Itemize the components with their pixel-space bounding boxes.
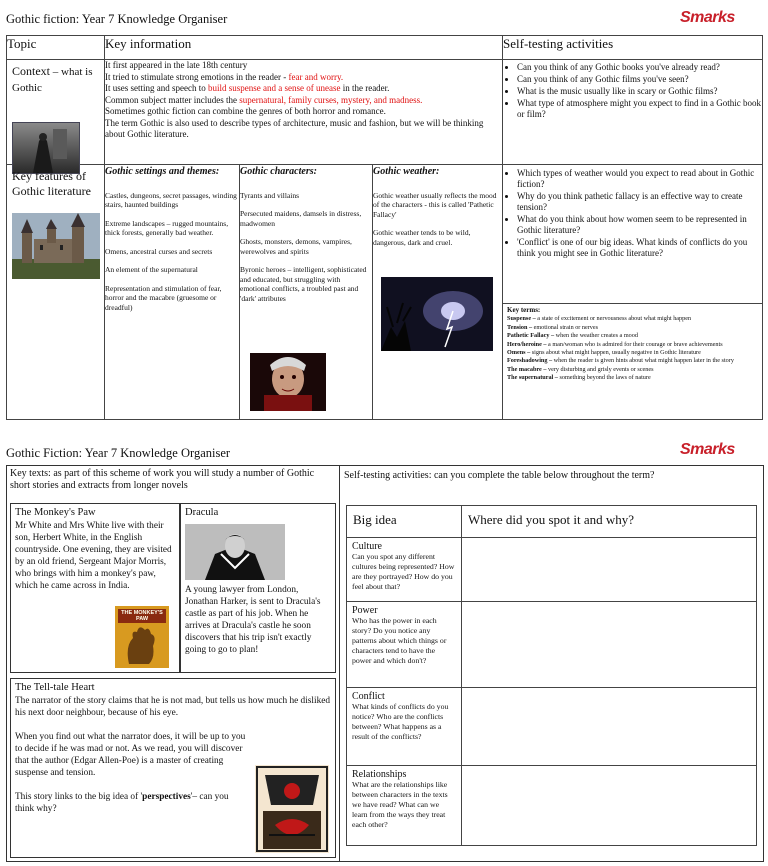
telltale-heart-p3 (15, 791, 247, 815)
context-line (105, 72, 502, 84)
key-term-def: a state of excitement or nervousness about what might happen (535, 315, 692, 323)
knowledge-organiser-table (6, 35, 763, 420)
key-term-name: Hero/heroine – (507, 340, 547, 348)
big-idea-row-conflict (347, 688, 462, 766)
settings-item: Representation and stimulation of fear, horror and the macabre (gruesome or dreadful) (105, 283, 222, 312)
key-term (507, 332, 758, 340)
context-red: fear and worry. (286, 71, 344, 82)
p3-text: '– can you think why? (15, 792, 229, 814)
key-term (507, 324, 758, 332)
big-idea-title: Culture (352, 541, 382, 552)
monkeys-paw-cover-text: THE MONKEY'S PAW (121, 610, 163, 622)
vampire-image (250, 353, 326, 411)
logo-text: Smarks (680, 9, 735, 26)
monkeys-paw-title: The Monkey's Paw (15, 507, 96, 518)
features-label: Key features of Gothic literature (12, 169, 91, 198)
context-line (105, 83, 502, 95)
characters-item: Persecuted maidens, damsels in distress, madwomen (240, 209, 362, 228)
big-idea-title: Power (352, 605, 378, 616)
big-idea-title: Relationships (352, 769, 407, 780)
settings-item: Extreme landscapes – rugged mountains, thick forests, generally bad weather. (105, 218, 229, 237)
telltale-heart-p1: The narrator of the story claims that he is not mad, but tells us how much he disliked his next door neighbour, because of his eye. (15, 696, 330, 718)
key-term (507, 374, 758, 382)
test-question: • What type of atmosphere might you expect to find in a Gothic book or film? (517, 98, 762, 120)
settings-item: Castles, dungeons, secret passages, winding stairs, haunted buildings (105, 190, 237, 209)
key-term-name: Omens – (507, 349, 531, 357)
context-text: Common subject matter includes the (105, 94, 237, 105)
key-term-name: Pathetic Fallacy – (507, 332, 555, 340)
big-idea-title: Conflict (352, 691, 385, 702)
settings-title: Gothic settings and themes: (105, 166, 220, 177)
telltale-heart-title: The Tell-tale Heart (15, 682, 95, 693)
telltale-heart-p2-wrap (15, 731, 247, 779)
key-texts-header: Key texts: as part of this scheme of work you will study a number of Gothic short stories and extracts from longer novels (10, 468, 315, 491)
settings-item: An element of the supernatural (105, 265, 198, 274)
castle-image (12, 213, 100, 279)
context-text: It uses setting and speech to (105, 83, 206, 93)
monkeys-paw-text: Mr White and Mrs White live with their son, Herbert White, in the English countryside. One evening, they are visited by an old friend, Sergeant Major Morris, who brings with him a monkey's paw, which he came across in India. (15, 521, 172, 591)
context-label-a: Context (12, 64, 50, 78)
key-term-def: something beyond the laws of nature (557, 374, 651, 382)
smarks-logo (680, 441, 752, 461)
telltale-heart-image (255, 765, 329, 853)
answer-cell-relationships[interactable] (462, 766, 757, 846)
context-red: build suspense and a sense of unease (205, 83, 341, 93)
key-term-name: Tension – (507, 323, 533, 331)
logo-text: Smarks (680, 441, 735, 458)
big-idea-table (346, 505, 757, 846)
settings-column (105, 165, 240, 420)
characters-item: Byronic heroes – intelligent, sophisticated and educated, but struggling with emotional conflicts, a troubled past and 'dark' attributes (240, 265, 367, 303)
monkeys-paw-cover (115, 606, 169, 668)
context-line: It first appeared in the late 18th century (105, 60, 248, 70)
characters-title: Gothic characters: (240, 166, 317, 177)
context-line (105, 95, 502, 107)
test-question: • Why do you think pathetic fallacy is an effective way to create tension? (517, 191, 762, 213)
answer-cell-conflict[interactable] (462, 688, 757, 766)
key-term (507, 349, 758, 357)
context-cell (7, 60, 105, 165)
context-label (12, 64, 99, 96)
context-line: The term Gothic is also used to describe types of architecture, music and fashion, but we will be thinking about Gothic literature. (105, 117, 484, 139)
key-term-name: Suspense – (507, 315, 536, 323)
smarks-logo (680, 9, 752, 29)
telltale-heart-box (10, 678, 336, 858)
context-text: It tried to stimulate strong emotions in the reader - (105, 71, 287, 82)
context-red: supernatural, family curses, mystery, and madness. (236, 94, 423, 105)
features-tests (503, 165, 763, 420)
big-idea-row-culture (347, 538, 462, 602)
context-line: Sometimes gothic fiction can combine the genres of both horror and romance. (105, 106, 386, 116)
dracula-box (180, 503, 336, 673)
key-term-name: The supernatural – (507, 374, 558, 382)
key-term (507, 315, 758, 323)
key-term-def: a man/woman who is admired for their courage or brave achievements (546, 340, 723, 348)
key-terms-title: Key terms: (507, 306, 541, 314)
context-label-b: – what is Gothic (12, 66, 93, 94)
dracula-text: A young lawyer from London, Jonathan Harker, is sent to Dracula's castle as part of his job. When he arrives at Dracula's castle he soon discovers that his trip isn't exactly going to go to plan! (185, 585, 321, 655)
big-idea-text: Can you spot any different cultures being represented? How are they portrayed? How do you feel about that? (352, 552, 455, 591)
key-term-def: signs about what might happen, usually negative in Gothic literature (530, 349, 701, 357)
characters-item: Ghosts, monsters, demons, vampires, werewolves and spirits (240, 237, 352, 256)
test-question: • What do you think about how women seem to be represented in Gothic literature? (517, 214, 762, 236)
header-topic: Topic (7, 36, 105, 60)
test-question: • Can you think of any Gothic films you've seen? (517, 74, 762, 85)
dracula-title: Dracula (185, 507, 219, 518)
key-term-name: Foreshadowing – (507, 357, 553, 365)
test-question: • What is the music usually like in scary or Gothic films? (517, 86, 762, 97)
answer-cell-culture[interactable] (462, 538, 757, 602)
where-spot-header: Where did you spot it and why? (462, 506, 757, 538)
characters-item: Tyrants and villains (240, 190, 300, 200)
answer-cell-power[interactable] (462, 602, 757, 688)
page2-divider (339, 465, 340, 861)
key-terms-box (503, 303, 762, 385)
key-term (507, 341, 758, 349)
dracula-image (185, 524, 285, 580)
features-cell (7, 165, 105, 420)
key-term (507, 357, 758, 365)
settings-item: Omens, ancestral curses and secrets (105, 246, 213, 256)
key-term-def: very disturbing and grisly events or scenes (546, 365, 654, 373)
big-idea-header: Big idea (347, 506, 462, 538)
big-idea-text: Who has the power in each story? Do you notice any patterns about which things or characters tend to have the power and which don't? (352, 616, 447, 665)
characters-column (240, 165, 373, 420)
big-idea-text: What are the relationships like between characters in the texts we have read? What can we learn from the ways they treat each other? (352, 780, 448, 829)
self-testing-header: Self-testing activities: can you complete the table below throughout the term? (344, 470, 655, 481)
telltale-heart-p2: When you find out what the narrator does, it will be up to you to decide if he was mad or not. As we read, you will discover that the author (Edgar Allen-Poe) is a master of creating suspense and tension. (15, 732, 246, 778)
p3-bold: perspectives (142, 792, 191, 802)
key-term (507, 366, 758, 374)
header-key-info: Key information (105, 36, 503, 60)
p3-text: This story links to the big idea of ' (15, 792, 143, 802)
header-self-testing: Self-testing activities (503, 36, 763, 60)
context-tests (503, 60, 763, 165)
weather-column (373, 165, 503, 420)
context-text: in the reader. (340, 83, 390, 93)
weather-title: Gothic weather: (373, 166, 440, 177)
big-idea-row-power (347, 602, 462, 688)
page1-title: Gothic fiction: Year 7 Knowledge Organiser (6, 12, 228, 26)
storm-image (381, 277, 493, 351)
monkeys-paw-box (10, 503, 180, 673)
context-info (105, 60, 503, 165)
big-idea-row-relationships (347, 766, 462, 846)
key-term-name: The macabre – (507, 365, 547, 373)
test-question: • 'Conflict' is one of our big ideas. What kinds of conflicts do you think you might see in Gothic literature? (517, 237, 762, 259)
weather-item: Gothic weather tends to be wild, dangerous, dark and cruel. (373, 228, 471, 247)
key-term-def: when the reader is given hints about what might happen later in the story (552, 357, 734, 365)
key-term-def: emotional strain or nerves (532, 323, 599, 331)
key-term-def: when the weather creates a mood (554, 332, 638, 340)
big-idea-text: What kinds of conflicts do you notice? Who are the conflicts between? What happens as a result of the conflicts? (352, 702, 449, 741)
test-question: • Which types of weather would you expect to read about in Gothic fiction? (517, 168, 762, 190)
weather-item: Gothic weather usually reflects the mood of the characters - this is called 'Pathetic Fallacy' (373, 190, 497, 219)
page2-title: Gothic Fiction: Year 7 Knowledge Organiser (6, 446, 231, 460)
test-question: • Can you think of any Gothic books you've already read? (517, 62, 762, 73)
